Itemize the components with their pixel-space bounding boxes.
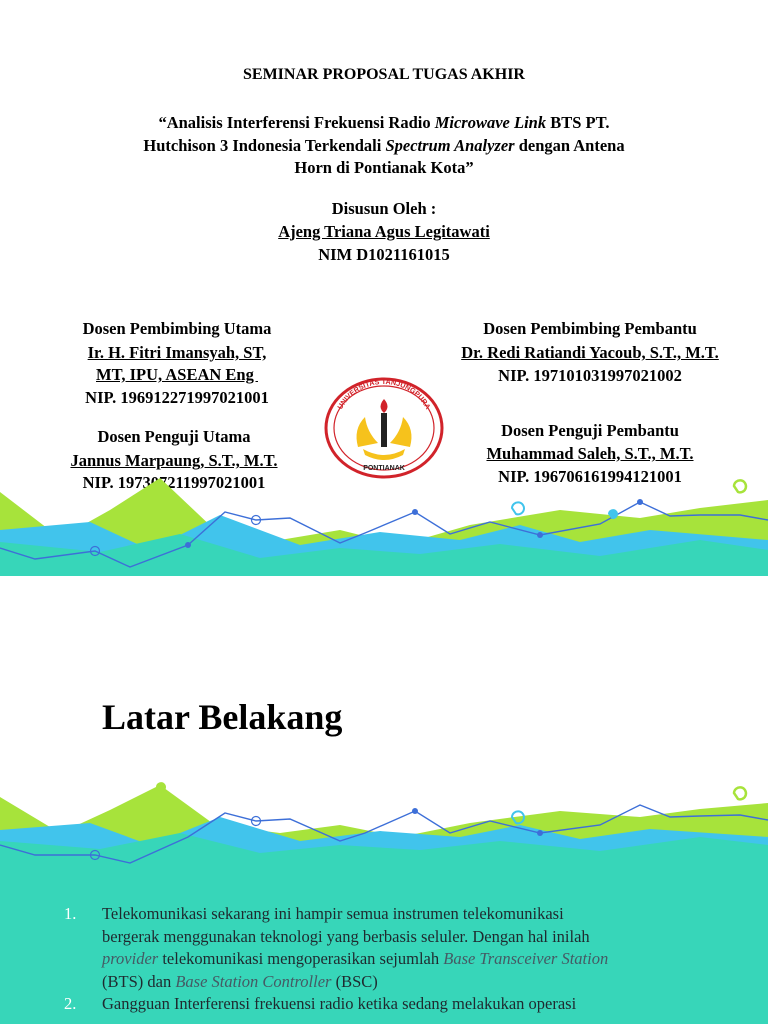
pembimbing-utama-name-2: MT, IPU, ASEAN Eng [96,365,258,384]
list-text: Gangguan Interferensi frekuensi radio ketika sedang melakukan operasi [102,994,577,1013]
list-number: 1. [64,904,77,923]
penguji-pembantu-nip: NIP. 196706161994121001 [498,467,682,486]
pembimbing-pembantu-nip: NIP. 197101031997021002 [498,366,682,385]
author-name: Ajeng Triana Agus Legitawati [278,222,490,241]
wave-node-dot-4 [637,499,643,505]
title-line-2: Hutchison 3 Indonesia Terkendali Spectrum Analyzer dengan Antena [143,136,625,155]
wave-node-dot-5 [412,808,418,814]
pembimbing-utama-name-1: Ir. H. Fitri Imansyah, ST, [87,343,267,362]
wave-drop-1 [512,502,524,514]
wave-node-dot-1 [412,509,418,515]
wave-decoration-1 [0,470,768,576]
logo-text-top: UNIVERSITAS TANJUNGPURA [335,377,433,411]
pembimbing-pembantu-label: Dosen Pembimbing Pembantu [483,319,697,338]
wave-node-dot-3 [537,532,543,538]
list-text: Telekomunikasi sekarang ini hampir semua instrumen telekomunikasi bergerak menggunakan teknologi yang berbasis seluler. Dengan hal inilah provider telekomunikasi mengoperasikan sejumlah Base Transceiver Station (BTS) dan Base Station Controller (BSC) [102,904,609,991]
pembimbing-utama-label: Dosen Pembimbing Utama [82,319,272,338]
wave-drop-3 [734,480,746,492]
list-item-1 [64,903,754,993]
list-number: 2. [64,994,77,1013]
disusun-label: Disusun Oleh : [331,199,437,218]
penguji-utama-label: Dosen Penguji Utama [97,427,251,446]
list-item-2 [64,993,754,1016]
seminar-heading: SEMINAR PROPOSAL TUGAS AKHIR [243,66,525,83]
wave-decoration-2 [0,775,768,875]
logo-text-bottom: PONTIANAK [363,465,405,472]
title-line-1: “Analisis Interferensi Frekuensi Radio Microwave Link BTS PT. [158,113,610,132]
wave-node-dot-6 [537,830,543,836]
logo-torch [381,413,387,447]
wave-node-dot-2 [185,542,191,548]
university-logo [323,377,445,479]
penguji-utama-nip: NIP. 197307211997021001 [82,473,266,492]
pembimbing-utama-nip: NIP. 196912271997021001 [85,388,269,407]
penguji-utama-name: Jannus Marpaung, S.T., M.T. [70,451,278,470]
wave-drop-6 [734,787,746,799]
background-list [64,903,754,1016]
title-line-3: Horn di Pontianak Kota” [294,158,474,177]
penguji-pembantu-name: Muhammad Saleh, S.T., M.T. [486,444,694,463]
pembimbing-pembantu-name: Dr. Redi Ratiandi Yacoub, S.T., M.T. [461,343,719,362]
author-nim: NIM D1021161015 [318,245,450,264]
slide-title: Latar Belakang [102,697,343,737]
penguji-pembantu-label: Dosen Penguji Pembantu [501,421,679,440]
